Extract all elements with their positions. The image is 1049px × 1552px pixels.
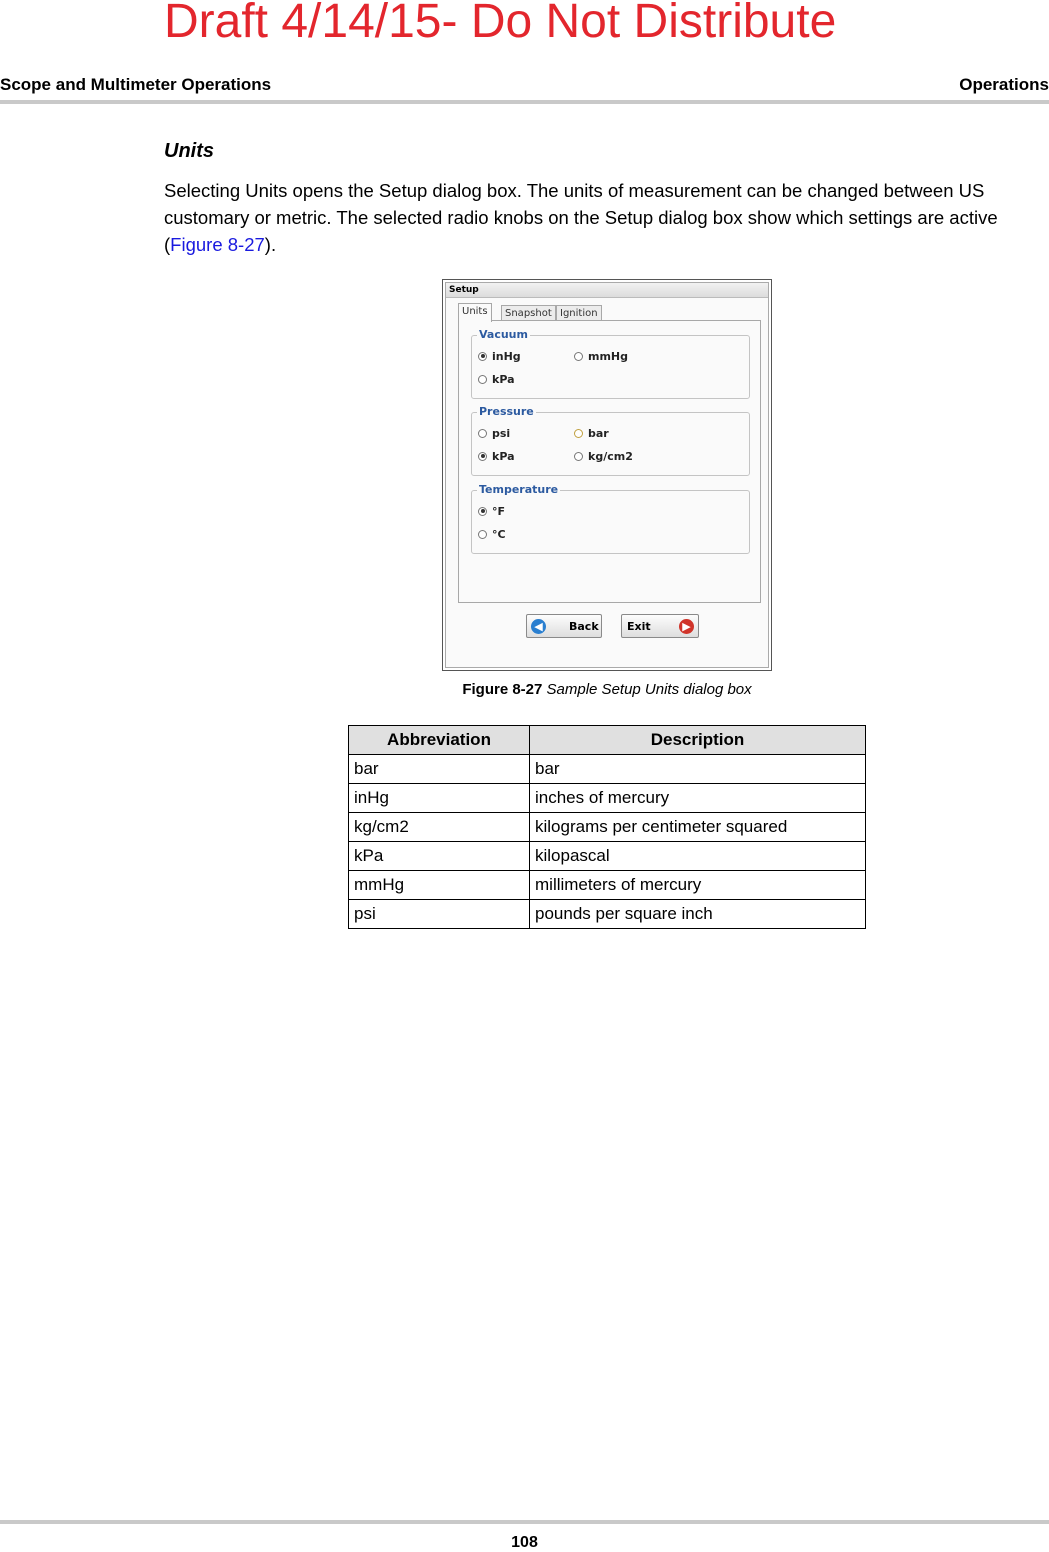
option-label: °F [492, 505, 506, 518]
setup-dialog [442, 279, 772, 671]
abbreviation-cell: kPa [349, 842, 530, 871]
temperature-legend: Temperature [479, 483, 559, 496]
temperature-c-radio[interactable] [478, 528, 506, 541]
table-row [349, 900, 866, 929]
radio-icon [574, 452, 583, 461]
option-label: °C [492, 528, 506, 541]
description-cell: inches of mercury [530, 784, 866, 813]
radio-selected-icon [478, 352, 487, 361]
tab-snapshot[interactable]: Snapshot [501, 305, 556, 321]
units-panel [458, 320, 761, 603]
dialog-title: Setup [446, 283, 768, 298]
abbreviation-cell: mmHg [349, 871, 530, 900]
table-row [349, 755, 866, 784]
header-rule [0, 100, 1049, 104]
radio-icon [478, 375, 487, 384]
paragraph-lead: Selecting Units opens the Setup dialog box. The units of measurement can be changed between US customary or metric. The selected radio knobs on the Setup dialog box show which settings are active ( [164, 180, 998, 255]
arrow-left-icon: ◀ [531, 619, 546, 634]
arrow-right-icon: ▶ [679, 619, 694, 634]
exit-button[interactable] [621, 614, 699, 638]
description-cell: millimeters of mercury [530, 871, 866, 900]
figure-link[interactable]: Figure 8-27 [170, 234, 265, 255]
figure-number: Figure 8-27 [462, 681, 543, 698]
temperature-group [471, 483, 750, 554]
exit-button-label: Exit [627, 620, 651, 633]
option-label: bar [588, 427, 609, 440]
table-row [349, 842, 866, 871]
column-header: Description [530, 726, 866, 755]
running-header-right: Operations [959, 75, 1049, 94]
pressure-kgcm2-radio[interactable] [574, 450, 633, 463]
figure-caption-text: Sample Setup Units dialog box [546, 681, 752, 698]
radio-selected-icon [478, 452, 487, 461]
description-cell: kilograms per centimeter squared [530, 813, 866, 842]
pressure-psi-radio[interactable] [478, 427, 510, 440]
figure-caption [0, 681, 1049, 698]
table-row [349, 813, 866, 842]
vacuum-legend: Vacuum [479, 328, 528, 341]
page-number: 108 [511, 1534, 538, 1551]
description-cell: pounds per square inch [530, 900, 866, 929]
option-label: kg/cm2 [588, 450, 633, 463]
paragraph-tail: ). [264, 234, 277, 255]
description-cell: kilopascal [530, 842, 866, 871]
description-cell: bar [530, 755, 866, 784]
footer-rule [0, 1520, 1049, 1524]
option-label: psi [492, 427, 511, 440]
back-button[interactable] [526, 614, 602, 638]
table-row [349, 784, 866, 813]
abbreviation-cell: psi [349, 900, 530, 929]
draft-watermark: Draft 4/14/15- Do Not Distribute [164, 0, 837, 48]
abbreviation-cell: bar [349, 755, 530, 784]
radio-selected-icon [478, 507, 487, 516]
pressure-kpa-radio[interactable] [478, 450, 515, 463]
vacuum-inhg-radio[interactable] [478, 350, 521, 363]
back-button-label: Back [569, 620, 599, 633]
vacuum-mmhg-radio[interactable] [574, 350, 628, 363]
vacuum-group [471, 328, 750, 399]
vacuum-kpa-radio[interactable] [478, 373, 515, 386]
radio-icon [574, 352, 583, 361]
radio-icon [478, 530, 487, 539]
section-paragraph [164, 177, 1049, 258]
section-title: Units [164, 140, 214, 162]
table-header-row [349, 726, 866, 755]
radio-icon [574, 429, 583, 438]
pressure-group [471, 405, 750, 476]
abbreviation-cell: kg/cm2 [349, 813, 530, 842]
pressure-bar-radio[interactable] [574, 427, 609, 440]
table-row [349, 871, 866, 900]
option-label: kPa [492, 450, 515, 463]
tab-ignition[interactable]: Ignition [556, 305, 602, 321]
abbreviation-table [348, 725, 866, 929]
tab-units[interactable]: Units [458, 303, 492, 322]
column-header: Abbreviation [349, 726, 530, 755]
option-label: inHg [492, 350, 521, 363]
option-label: kPa [492, 373, 515, 386]
temperature-f-radio[interactable] [478, 505, 505, 518]
abbreviation-cell: inHg [349, 784, 530, 813]
dialog-frame [445, 282, 769, 668]
pressure-legend: Pressure [479, 405, 534, 418]
radio-icon [478, 429, 487, 438]
running-header-left: Scope and Multimeter Operations [0, 75, 272, 94]
option-label: mmHg [588, 350, 629, 363]
